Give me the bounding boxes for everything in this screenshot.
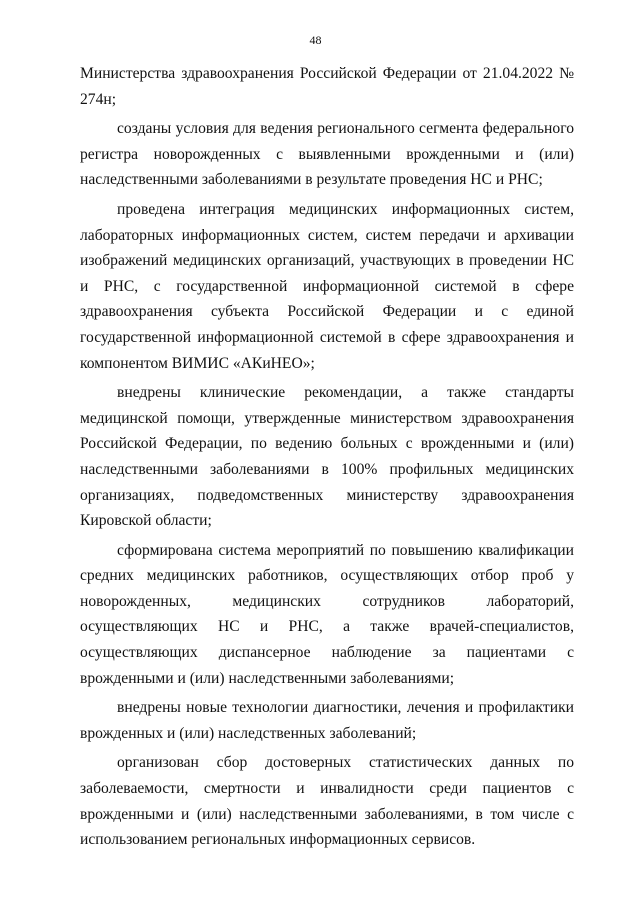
- paragraph-registry: созданы условия для ведения регионального сегмента федерального регистра новорожденных с выявленными врожденными и (или) наследственными заболеваниями в результате проведения НС и РНС;: [80, 120, 574, 189]
- paragraph-integration: проведена интеграция медицинских информационных систем, лабораторных информационных систем, систем передачи и архивации изображений медицинских организаций, участвующих в проведении НС и РНС, с государственной информационной системой в сфере здравоохранения субъекта Российской Федерации и с единой государственной информационной системой в сфере здравоохранения и компонентом ВИМИС «АКиНЕО»;: [80, 200, 574, 372]
- page-number: 48: [309, 33, 322, 47]
- document-body: [80, 61, 574, 853]
- paragraph-training: сформирована система мероприятий по повышению квалификации средних медицинских работников, осуществляющих отбор проб у новорожденных, медицинских сотрудников лабораторий, осуществляющих НС и РНС, а также врачей-специалистов, осуществляющих диспансерное наблюдение за пациентами с врожденными и (или) наследственными заболеваниями;: [80, 541, 574, 687]
- paragraph-technologies: внедрены новые технологии диагностики, лечения и профилактики врожденных и (или) наследственных заболеваний;: [80, 699, 574, 742]
- paragraph-statistics: организован сбор достоверных статистических данных по заболеваемости, смертности и инвалидности среди пациентов с врожденными и (или) наследственными заболеваниями, в том числе с использованием региональных информационных сервисов.: [80, 754, 574, 849]
- paragraph-clinical-guidelines: внедрены клинические рекомендации, а также стандарты медицинской помощи, утвержденные министерством здравоохранения Российской Федерации, по ведению больных с врожденными и (или) наследственными заболеваниями в 100% профильных медицинских организациях, подведомственных министерству здравоохранения Кировской области;: [80, 384, 574, 530]
- paragraph-continuation: Министерства здравоохранения Российской Федерации от 21.04.2022 № 274н;: [80, 65, 574, 108]
